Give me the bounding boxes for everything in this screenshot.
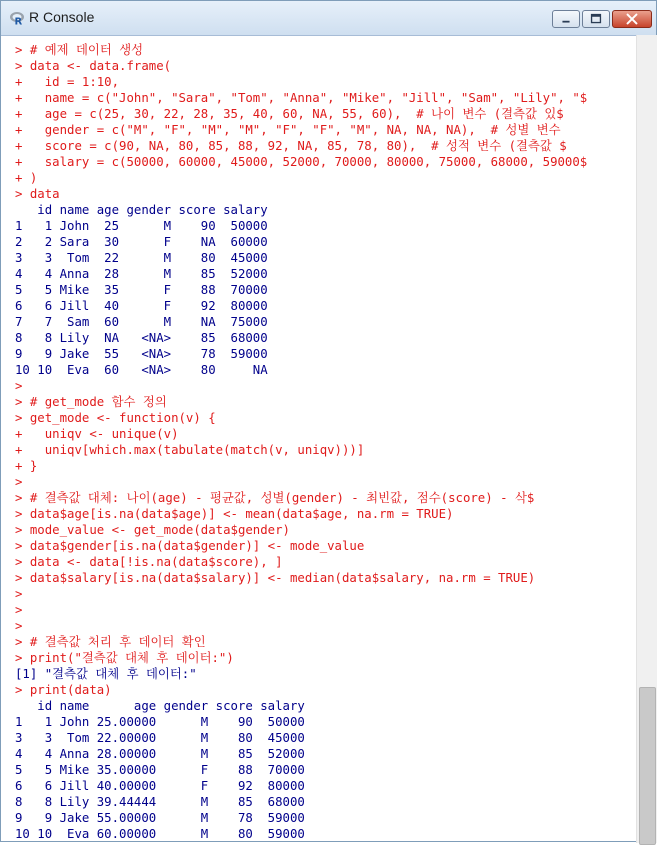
window-title: R Console: [29, 9, 95, 25]
console-output-line: 10 10 Eva 60 <NA> 80 NA: [15, 363, 268, 377]
console-input-line: >: [15, 587, 23, 601]
console-output-line: 3 3 Tom 22.00000 M 80 45000: [15, 731, 305, 745]
console-input-line: + salary = c(50000, 60000, 45000, 52000, 70000, 80000, 75000, 68000, 59000$: [15, 155, 588, 169]
console-input-line: + uniqv <- unique(v): [15, 427, 179, 441]
console-input-line: > # get_mode 함수 정의: [15, 395, 167, 409]
console-input-line: >: [15, 619, 23, 633]
console-input-line: > data <- data.frame(: [15, 59, 172, 73]
console-input-line: + id = 1:10,: [15, 75, 120, 89]
console-output-line: 1 1 John 25 M 90 50000: [15, 219, 268, 233]
console-output-line: 9 9 Jake 55 <NA> 78 59000: [15, 347, 268, 361]
minimize-icon: [553, 11, 579, 27]
console-input-line: > print("결측값 대체 후 데이터:"): [15, 651, 234, 665]
console-input-line: + uniqv[which.max(tabulate(match(v, uniqv)))]: [15, 443, 365, 457]
console-input-line: > print(data): [15, 683, 112, 697]
console-input-line: >: [15, 603, 23, 617]
r-logo-icon: [9, 10, 25, 26]
minimize-button[interactable]: [552, 10, 580, 28]
console-lines: [15, 42, 587, 842]
maximize-button[interactable]: [582, 10, 610, 28]
console-input-line: > data$gender[is.na(data$gender)] <- mode_value: [15, 539, 365, 553]
console-input-line: + name = c("John", "Sara", "Tom", "Anna", "Mike", "Jill", "Sam", "Lily", "$: [15, 91, 588, 105]
console-output-line: 5 5 Mike 35.00000 F 88 70000: [15, 763, 305, 777]
console-input-line: > data$salary[is.na(data$salary)] <- median(data$salary, na.rm = TRUE): [15, 571, 536, 585]
close-button[interactable]: [612, 10, 652, 28]
console-output-line: [1] "결측값 대체 후 데이터:": [15, 667, 197, 681]
console-output-line: 10 10 Eva 60.00000 M 80 59000: [15, 827, 305, 841]
console-input-line: > data$age[is.na(data$age)] <- mean(data$age, na.rm = TRUE): [15, 507, 454, 521]
console-output-line: 5 5 Mike 35 F 88 70000: [15, 283, 268, 297]
console-input-line: >: [15, 379, 23, 393]
console-output-line: 6 6 Jill 40 F 92 80000: [15, 299, 268, 313]
console-output-area[interactable]: [1, 35, 636, 843]
console-output-line: 6 6 Jill 40.00000 F 92 80000: [15, 779, 305, 793]
close-icon: [613, 11, 651, 27]
console-output-line: 7 7 Sam 60 M NA 75000: [15, 315, 268, 329]
svg-text:R: R: [14, 16, 23, 26]
console-input-line: >: [15, 475, 23, 489]
console-input-line: + }: [15, 459, 38, 473]
console-input-line: + age = c(25, 30, 22, 28, 35, 40, 60, NA, 55, 60), # 나이 변수 (결측값 있$: [15, 107, 564, 121]
console-input-line: > # 결측값 대체: 나이(age) - 평균값, 성별(gender) - 최빈값, 점수(score) - 삭$: [15, 491, 535, 505]
console-input-line: > data <- data[!is.na(data$score), ]: [15, 555, 283, 569]
console-output-line: 4 4 Anna 28.00000 M 85 52000: [15, 747, 305, 761]
console-output-line: id name age gender score salary: [15, 203, 268, 217]
console-input-line: > mode_value <- get_mode(data$gender): [15, 523, 290, 537]
vertical-scrollbar[interactable]: [636, 35, 657, 843]
console-output-line: 3 3 Tom 22 M 80 45000: [15, 251, 268, 265]
scrollbar-thumb[interactable]: [639, 687, 656, 845]
console-input-line: > data: [15, 187, 60, 201]
console-input-line: > # 예제 데이터 생성: [15, 43, 144, 57]
title-bar[interactable]: [1, 1, 656, 36]
console-input-line: > # 결측값 처리 후 데이터 확인: [15, 635, 206, 649]
console-input-line: > get_mode <- function(v) {: [15, 411, 216, 425]
console-output-line: 8 8 Lily NA <NA> 85 68000: [15, 331, 268, 345]
console-output-line: id name age gender score salary: [15, 699, 305, 713]
console-output-line: 2 2 Sara 30 F NA 60000: [15, 235, 268, 249]
console-output-line: 1 1 John 25.00000 M 90 50000: [15, 715, 305, 729]
console-output-line: 9 9 Jake 55.00000 M 78 59000: [15, 811, 305, 825]
console-input-line: + gender = c("M", "F", "M", "M", "F", "F", "M", NA, NA, NA), # 성별 변수: [15, 123, 561, 137]
console-input-line: + ): [15, 171, 38, 185]
console-input-line: + score = c(90, NA, 80, 85, 88, 92, NA, 85, 78, 80), # 성적 변수 (결측값 $: [15, 139, 567, 153]
console-output-line: 8 8 Lily 39.44444 M 85 68000: [15, 795, 305, 809]
console-output-line: 4 4 Anna 28 M 85 52000: [15, 267, 268, 281]
maximize-icon: [583, 11, 609, 27]
